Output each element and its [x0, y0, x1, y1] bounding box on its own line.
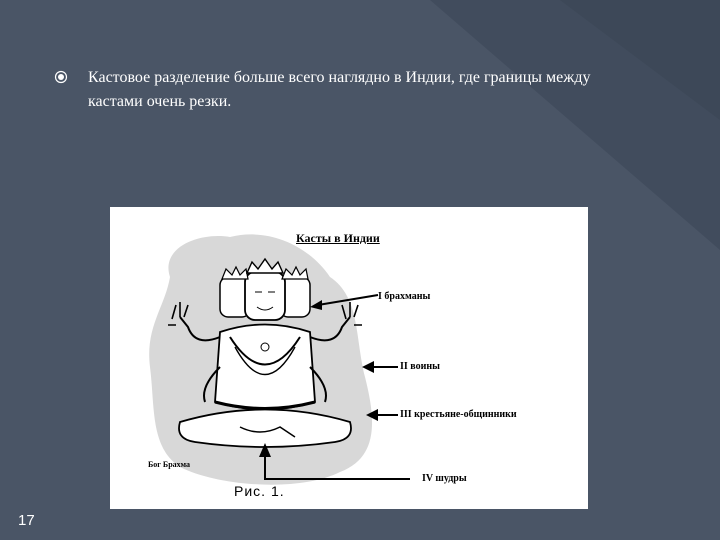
label-brahmins: I брахманы	[378, 291, 431, 302]
label-peasants: III крестьяне-общинники	[400, 409, 517, 420]
figure-caption: Рис. 1.	[234, 483, 285, 499]
label-shudras: IV шудры	[422, 473, 467, 484]
god-label: Бог Брахма	[148, 460, 191, 469]
label-warriors: II воины	[400, 361, 440, 372]
slide-number: 17	[18, 512, 35, 529]
figure-title: Касты в Индии	[296, 231, 380, 245]
slide-body-text: Кастовое разделение больше всего наглядно в Индии, где границы между кастами очень резки.	[88, 69, 591, 110]
caste-figure	[110, 207, 588, 509]
bullet-icon	[54, 70, 68, 84]
